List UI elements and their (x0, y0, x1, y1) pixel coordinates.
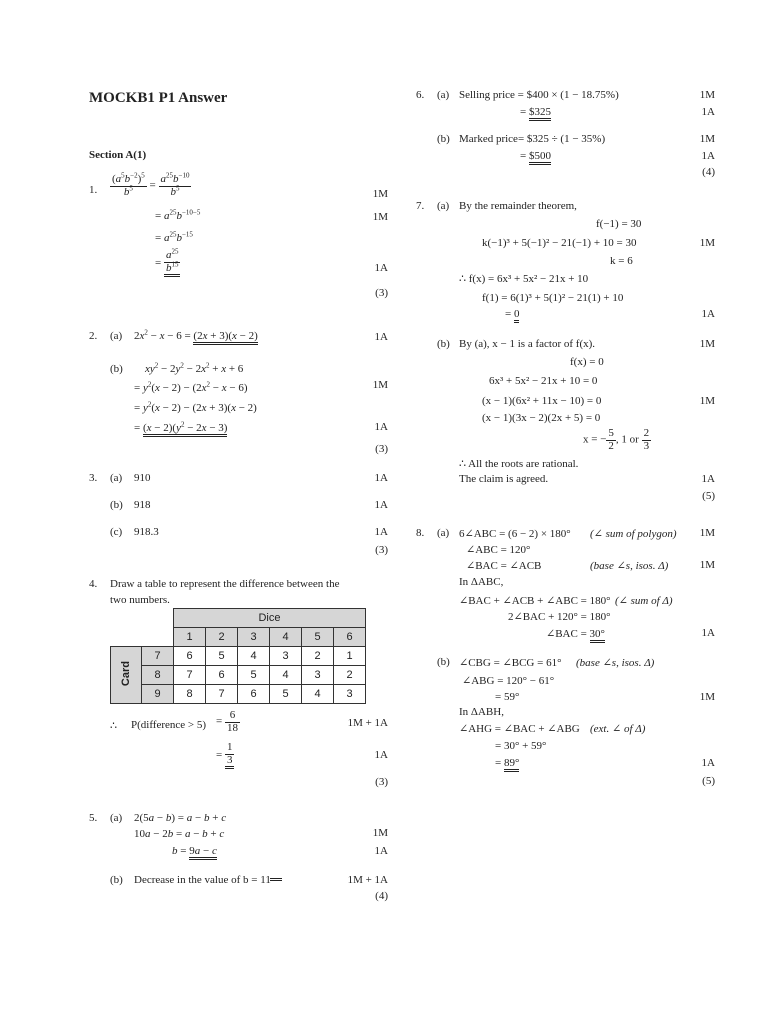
q3-a-label: (a) (110, 472, 123, 484)
table-cell: 4 (302, 685, 334, 704)
dice-value: 1 (174, 628, 206, 647)
q4-fraction-1: = $\frac{6}{18}$ (216, 709, 238, 734)
q4-text-line1: Draw a table to represent the difference between the (110, 578, 340, 590)
table-cell: 7 (174, 666, 206, 685)
table-cell: 4 (238, 647, 270, 666)
table-cell: 1 (334, 647, 366, 666)
difference-table (110, 608, 366, 704)
q8-b-line3: = 59° (495, 691, 520, 703)
q2-b-line3: = $y^2(x - 2) - (2x + 3)(x - 2)$ (134, 400, 257, 414)
dice-header: Dice (174, 609, 366, 628)
q1-mark-3: 1A (374, 262, 388, 274)
q8-total: (5) (702, 775, 715, 787)
dice-value: 3 (238, 628, 270, 647)
q1-mark-2: 1M (372, 211, 388, 223)
q4-mark-1: 1M + 1A (347, 717, 388, 729)
table-cell: 5 (238, 666, 270, 685)
q8-a-line7-label: ∠BAC = (546, 628, 590, 640)
q5-mark-2: 1A (374, 845, 388, 857)
q2-mark-a: 1A (374, 331, 388, 343)
q6-mark-3: 1M (699, 133, 715, 145)
q8-mark-4: 1M (699, 691, 715, 703)
q5-b-answer-underline (270, 878, 282, 881)
q8-a-line7 (546, 627, 605, 640)
q6-part-b-label: (b) (437, 133, 450, 145)
q8-a-reason2: (base ∠s, isos. Δ) (590, 560, 669, 572)
q5-part-a-label: (a) (110, 812, 123, 824)
q8-part-a-label: (a) (437, 527, 450, 539)
q5-part-b-label: (b) (110, 874, 123, 886)
q6-mark-2: 1A (701, 106, 715, 118)
q7-mark-1: 1M (699, 237, 715, 249)
q4-number: 4. (89, 578, 98, 590)
q7-mark-5: 1A (701, 473, 715, 485)
table-cell: 7 (206, 685, 238, 704)
table-cell: 3 (302, 666, 334, 685)
q2-number: 2. (89, 330, 98, 342)
q8-b-line7 (495, 757, 519, 769)
dice-value: 6 (334, 628, 366, 647)
q6-b-line2: = $500 (520, 150, 551, 162)
q7-b-line1: f(x) = 0 (570, 356, 604, 368)
q1-expression-line1: $\frac{(a^5b^{-2})^5}{b^5}$ = $\frac{a^{25}b^{-10}}{b^5}$ (112, 171, 190, 198)
q3-c-value: 918.3 (134, 526, 159, 538)
q3-c-mark: 1A (374, 526, 388, 538)
q8-a-line1: 6∠ABC = (6 − 2) × 180° (459, 528, 571, 540)
q6-part-a-label: (a) (437, 89, 450, 101)
q7-b-intro: By (a), x − 1 is a factor of f(x). (459, 338, 596, 350)
card-value: 8 (142, 666, 174, 685)
table-cell: 8 (174, 685, 206, 704)
table-cell: 6 (174, 647, 206, 666)
q4-frac1-den: 18 (226, 721, 238, 734)
q7-a-line6: = 0 (505, 308, 519, 320)
q4-frac1-num: 6 (225, 710, 240, 723)
q2-part-b-label: (b) (110, 363, 123, 375)
q1-expression-line2: = $a^{25}b^{-10-5}$ (155, 208, 201, 222)
q7-a-line2: k(−1)³ + 5(−1)² − 21(−1) + 10 = 30 (482, 237, 637, 249)
q8-part-b-label: (b) (437, 656, 450, 668)
q7-number: 7. (416, 200, 425, 212)
q8-number: 8. (416, 527, 425, 539)
q6-a-line2: = $325 (520, 106, 551, 118)
q5-a-line3: b = 9a − c (172, 845, 217, 857)
q3-number: 3. (89, 472, 98, 484)
q7-conclusion-2: The claim is agreed. (459, 473, 549, 485)
q2-b-line1: $xy^2 - 2y^2 - 2x^2 + x + 6$ (145, 361, 244, 375)
q5-number: 5. (89, 812, 98, 824)
q8-angle-ahg: 89° (504, 757, 519, 772)
table-cell: 4 (270, 666, 302, 685)
q7-a-line3: k = 6 (610, 255, 633, 267)
q7-root-a-den: 2 (608, 439, 614, 452)
table-cell: 3 (334, 685, 366, 704)
q7-b-line4: (x − 1)(3x − 2)(2x + 5) = 0 (482, 412, 601, 424)
q7-b-line3: (x − 1)(6x² + 11x − 10) = 0 (482, 395, 602, 407)
q8-a-line6: 2∠BAC + 120° = 180° (508, 611, 611, 623)
q8-mark-2: 1M (699, 559, 715, 571)
q1-expression-line4: = $\frac{a^{25}}{b^{15}}$ (155, 250, 180, 277)
q4-therefore: ∴ (110, 720, 117, 732)
q5-total: (4) (375, 890, 388, 902)
q6-mark-1: 1M (699, 89, 715, 101)
q8-a-line4: In ΔABC, (459, 576, 504, 588)
q8-b-reason1: (base ∠s, isos. Δ) (576, 657, 655, 669)
q6-marked-price: $500 (529, 150, 551, 165)
q6-number: 6. (416, 89, 425, 101)
q7-b-line2: 6x³ + 5x² − 21x + 10 = 0 (489, 375, 598, 387)
q6-a-line1: Selling price = $400 × (1 − 18.75%) (459, 89, 619, 101)
q5-mark-3: 1M + 1A (347, 874, 388, 886)
q8-a-line2: ∠ABC = 120° (466, 544, 531, 556)
q7-a-line1: f(−1) = 30 (596, 218, 642, 230)
q5-mark-1: 1M (372, 827, 388, 839)
section-heading: Section A(1) (89, 149, 147, 161)
q3-b-value: 918 (134, 499, 151, 511)
q3-b-mark: 1A (374, 499, 388, 511)
q4-text-line2: two numbers. (110, 594, 170, 606)
q3-b-label: (b) (110, 499, 123, 511)
q7-roots-mid: , 1 or (615, 433, 639, 446)
q7-mark-2: 1A (701, 308, 715, 320)
q2-b-line2: = $y^2(x - 2) - (2x^2 - x - 6)$ (134, 380, 248, 394)
q6-mark-4: 1A (701, 150, 715, 162)
card-label: Card (120, 660, 132, 687)
q5-a-line1: 2(5a − b) = a − b + c (134, 812, 227, 824)
q7-remainder-value: 0 (514, 308, 520, 323)
table-cell: 2 (302, 647, 334, 666)
q7-root-a-num: 5 (608, 427, 614, 439)
q2-mark-b2: 1A (374, 421, 388, 433)
card-value: 9 (142, 685, 174, 704)
q7-mark-3: 1M (699, 338, 715, 350)
q8-b-line1: ∠CBG = ∠BCG = 61° (459, 657, 562, 669)
q1-expression-line3: = $a^{25}b^{-15}$ (155, 230, 193, 244)
q1-total: (3) (375, 287, 388, 299)
page-title: MOCKB1 P1 Answer (89, 90, 228, 106)
q4-mark-2: 1A (374, 749, 388, 761)
q8-a-reason3: (∠ sum of Δ) (615, 595, 673, 607)
q8-b-reason2: (ext. ∠ of Δ) (590, 723, 646, 735)
q7-total: (5) (702, 490, 715, 502)
q2-part-a-expression: $2x^2 - x - 6 = (2x + 3)(x - 2)$ (134, 330, 258, 342)
table-cell: 6 (238, 685, 270, 704)
dice-value: 5 (302, 628, 334, 647)
q4-frac2-den: 3 (225, 755, 235, 770)
q5-a-line2: 10a − 2b = a − b + c (134, 828, 225, 840)
q6-total: (4) (702, 166, 715, 178)
q4-frac2-num: 1 (226, 741, 233, 753)
q8-a-reason1: (∠ sum of polygon) (590, 528, 677, 540)
table-cell: 3 (270, 647, 302, 666)
table-cell: 5 (270, 685, 302, 704)
q7-conclusion-1: ∴ All the roots are rational. (459, 458, 579, 470)
q7-a-line5: f(1) = 6(1)³ + 5(1)² − 21(1) + 10 (482, 292, 624, 304)
q6-b-line1: Marked price= $325 ÷ (1 − 35%) (459, 133, 606, 145)
q7-mark-4: 1M (699, 395, 715, 407)
card-header (111, 647, 142, 704)
q7-part-a-label: (a) (437, 200, 450, 212)
dice-value: 4 (270, 628, 302, 647)
q1-mark-1: 1M (372, 188, 388, 200)
q2-b-line4: = $(x - 2)(y^2 - 2x - 3)$ (134, 422, 227, 434)
q6-selling-price: $325 (529, 106, 551, 121)
table-cell: 5 (206, 647, 238, 666)
q2-mark-b1: 1M (372, 379, 388, 391)
q4-prob-label: P(difference > 5) (131, 719, 207, 731)
q8-mark-5: 1A (701, 757, 715, 769)
table-cell: 2 (334, 666, 366, 685)
table-cell: 6 (206, 666, 238, 685)
card-value: 7 (142, 647, 174, 666)
q7-root-b-num: 2 (643, 427, 650, 439)
q8-a-line3: ∠BAC = ∠ACB (466, 560, 542, 572)
q5-b-text: Decrease in the value of b = 11 (134, 874, 271, 886)
q7-roots-prefix: x = − (583, 433, 607, 446)
q4-fraction-2: = $\frac{1}{3}$ (216, 742, 234, 769)
q7-a-line4: ∴ f(x) = 6x³ + 5x² − 21x + 10 (459, 273, 589, 285)
q3-a-value: 910 (134, 472, 151, 484)
q7-root-b-den: 3 (643, 439, 650, 452)
q7-part-b-label: (b) (437, 338, 450, 350)
q8-mark-3: 1A (701, 627, 715, 639)
q2-part-a-label: (a) (110, 330, 123, 342)
q8-mark-1: 1M (699, 527, 715, 539)
q8-a-line5: ∠BAC + ∠ACB + ∠ABC = 180° (459, 595, 611, 607)
dice-value: 2 (206, 628, 238, 647)
q7-b-roots (583, 428, 651, 452)
q1-number: 1. (89, 184, 98, 196)
q8-b-line7-label: = (495, 757, 504, 769)
q8-b-line4: In ΔABH, (459, 706, 504, 718)
q8-b-line2: ∠ABG = 120° − 61° (462, 675, 555, 687)
q3-c-label: (c) (110, 526, 123, 538)
q7-a-intro: By the remainder theorem, (459, 200, 577, 212)
q8-b-line6: = 30° + 59° (495, 740, 547, 752)
q3-total: (3) (375, 544, 388, 556)
q8-angle-bac: 30° (590, 628, 605, 643)
q4-total: (3) (375, 776, 388, 788)
q2-total: (3) (375, 443, 388, 455)
q3-a-mark: 1A (374, 472, 388, 484)
q8-b-line5: ∠AHG = ∠BAC + ∠ABG (459, 723, 580, 735)
